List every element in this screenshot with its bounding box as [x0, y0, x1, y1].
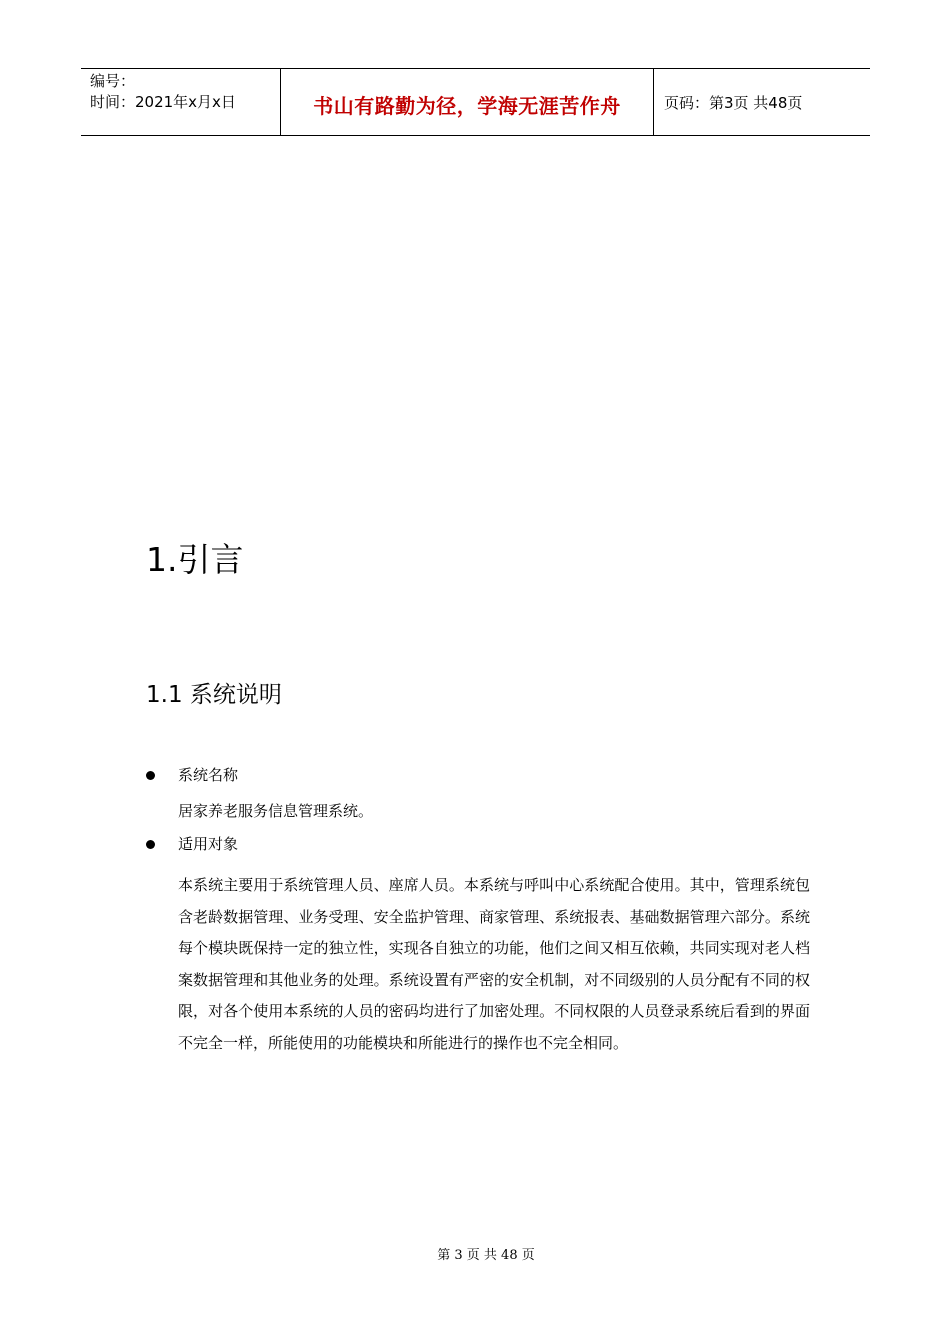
list-item-paragraph: 本系统主要用于系统管理人员、座席人员。本系统与呼叫中心系统配合使用。其中，管理系统包含老龄数据管理、业务受理、安全监护管理、商家管理、系统报表、基础数据管理六部分。系统每个模块既保持一定的独立性，实现各自独立的功能，他们之间又相互依赖，共同实现对老人档案数据管理和其他业务的处理。系统设置有严密的安全机制，对不同级别的人员分配有不同的权限，对各个使用本系统的人员的密码均进行了加密处理。不同权限的人员登录系统后看到的界面不完全一样，所能使用的功能模块和所能进行的操作也不完全相同。 — [178, 876, 810, 1052]
page-footer: 第 3 页 共 48 页 — [437, 1248, 535, 1263]
header-motto: 书山有路勤为径，学海无涯苦作舟 — [313, 93, 621, 118]
list-item-text: 居家养老服务信息管理系统。 — [178, 802, 374, 820]
document-number-label: 编号： — [90, 72, 136, 90]
header-meta-cell — [81, 69, 281, 135]
chapter-heading: 1.引言 — [146, 540, 244, 579]
bullet-icon — [146, 771, 155, 780]
page-header — [81, 68, 870, 136]
section-heading: 1.1 系统说明 — [146, 682, 282, 708]
bullet-icon — [146, 840, 155, 849]
list-item-title: 系统名称 — [178, 766, 239, 784]
document-time-label: 时间：2021年x月x日 — [90, 93, 236, 111]
header-motto-cell — [281, 69, 654, 135]
header-page-code: 页码：第3页 共48页 — [664, 93, 803, 112]
list-item-title: 适用对象 — [178, 835, 239, 853]
header-page-cell — [654, 69, 870, 135]
